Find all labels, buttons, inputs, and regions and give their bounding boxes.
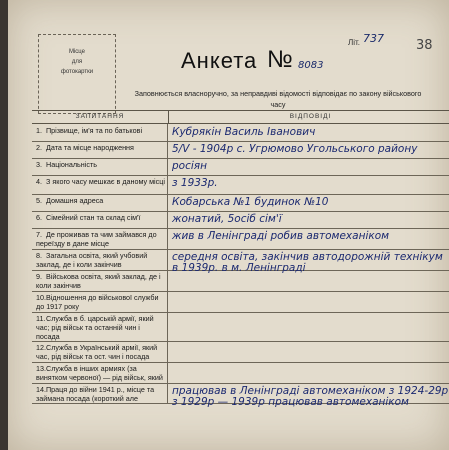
table-row xyxy=(32,211,449,229)
answer-cell xyxy=(172,211,449,228)
answer-cell xyxy=(172,312,449,341)
table-row xyxy=(32,194,449,212)
question-number: 11. xyxy=(36,314,46,323)
form-instructions: Заповнюється власноручно, за неправдиві відомості відповідає по закону військового часу xyxy=(134,89,422,109)
question-cell xyxy=(32,141,168,158)
table-row xyxy=(32,341,449,363)
question-number: 5. xyxy=(36,196,42,205)
handwritten-answer: 5/V - 1904р с. Угрюмово Угольського району xyxy=(172,143,418,155)
answer-cell xyxy=(172,158,449,175)
question-cell xyxy=(32,158,168,175)
question-text: Дата та місце народження xyxy=(46,143,134,152)
questionnaire-table xyxy=(32,110,449,450)
question-cell xyxy=(32,362,168,383)
handwritten-answer: в 1939р. в м. Ленінграді xyxy=(172,262,306,274)
question-text: Служба в інших армиях (за винятком червоної) — рід військ, який xyxy=(36,364,163,382)
answer-cell xyxy=(172,194,449,211)
answer-cell xyxy=(172,291,449,312)
table-row xyxy=(32,291,449,313)
handwritten-answer: жив в Ленінграді робив автомеханіком xyxy=(172,230,390,242)
question-cell xyxy=(32,341,168,362)
handwritten-answer: Кобарська №1 будинок №10 xyxy=(172,196,329,208)
question-text: Служба в б. царській армії, який час; рід військ та останній чин і посада xyxy=(36,314,154,341)
table-row xyxy=(32,175,449,195)
question-cell xyxy=(32,312,168,341)
question-number: 4. xyxy=(36,177,42,186)
question-cell xyxy=(32,124,168,141)
answer-cell xyxy=(172,249,449,274)
form-number: 8083 xyxy=(298,60,324,71)
photo-label-line2: для xyxy=(71,59,83,65)
question-cell xyxy=(32,383,168,403)
question-cell xyxy=(32,228,168,249)
question-cell xyxy=(32,249,168,270)
question-text: Військова освіта, який заклад, де і коли закінчив xyxy=(36,272,161,290)
answer-cell xyxy=(172,141,449,158)
answer-cell xyxy=(172,362,449,383)
question-number: 7. xyxy=(36,230,42,239)
table-row xyxy=(32,312,449,342)
question-number: 14. xyxy=(36,385,46,394)
column-header-questions: ЗАПИТАННЯ xyxy=(32,110,169,124)
question-text: Де проживав та чим займався до переїзду в дане місце xyxy=(36,230,157,248)
lit-value: 737 xyxy=(363,32,384,45)
answer-cell xyxy=(172,175,449,194)
question-cell xyxy=(32,194,168,211)
question-number: 10. xyxy=(36,293,46,302)
table-row xyxy=(32,383,449,408)
question-text: Сімейний стан та склад сім'ї xyxy=(46,213,141,222)
question-number: 2. xyxy=(36,143,42,152)
question-number: 6. xyxy=(36,213,42,222)
handwritten-answer: жонатий, 5осіб сім'ї xyxy=(172,213,282,225)
table-row xyxy=(32,228,449,250)
question-number: 3. xyxy=(36,160,42,169)
number-sign: № xyxy=(267,46,293,73)
question-number: 1. xyxy=(36,126,42,135)
table-row xyxy=(32,270,449,292)
column-header-answers: ВІДПОВІДІ xyxy=(169,110,449,124)
answer-cell xyxy=(172,270,449,291)
lit-label: Літ. xyxy=(348,38,361,47)
question-text: Прізвище, ім'я та по батькові xyxy=(46,126,143,135)
question-cell xyxy=(32,291,168,312)
question-number: 8. xyxy=(36,251,42,260)
table-row xyxy=(32,249,449,274)
table-row xyxy=(32,362,449,384)
handwritten-answer: з 1933р. xyxy=(172,177,218,189)
page-title: Анкета xyxy=(181,48,258,73)
question-number: 12. xyxy=(36,343,46,352)
answer-cell xyxy=(172,124,449,141)
question-text: Праця до війни 1941 р., місце та займана посада (короткий але xyxy=(36,385,155,403)
question-cell xyxy=(32,270,168,291)
handwritten-answer: Кубрякін Василь Іванович xyxy=(172,126,316,138)
question-cell xyxy=(32,175,168,194)
table-row xyxy=(32,158,449,176)
question-text: Служба в Український армії, який час, рід військ та ост. чин і посада xyxy=(36,343,158,361)
answer-cell xyxy=(172,341,449,362)
handwritten-answer: середня освіта, закінчив автодорожній технікум xyxy=(172,251,443,263)
page-number: 38 xyxy=(416,38,433,53)
handwritten-answer: працював в Ленінграді автомеханіком з 1924-29р xyxy=(172,385,449,397)
handwritten-answer: з 1929р — 1939р працював автомеханіком xyxy=(172,396,409,408)
question-cell xyxy=(32,211,168,228)
photo-label-line1: Місце xyxy=(68,49,86,55)
question-number: 13. xyxy=(36,364,46,373)
handwritten-answer: росіян xyxy=(172,160,207,172)
table-row xyxy=(32,141,449,159)
question-text: Національність xyxy=(46,160,98,169)
question-text: Загальна освіта, який учбовий заклад, де і коли закінчив xyxy=(36,251,148,269)
question-number: 9. xyxy=(36,272,42,281)
questionnaire-page xyxy=(8,0,449,450)
answer-cell xyxy=(172,228,449,249)
question-text: Домашня адреса xyxy=(46,196,104,205)
table-row xyxy=(32,124,449,142)
answer-cell xyxy=(172,383,449,408)
question-text: З якого часу мешкає в даному місці xyxy=(46,177,165,186)
photo-label-line3: фотокартки xyxy=(60,69,94,75)
question-text: Відношення до військової служби до 1917 року xyxy=(36,293,159,311)
photo-placeholder xyxy=(38,34,116,114)
